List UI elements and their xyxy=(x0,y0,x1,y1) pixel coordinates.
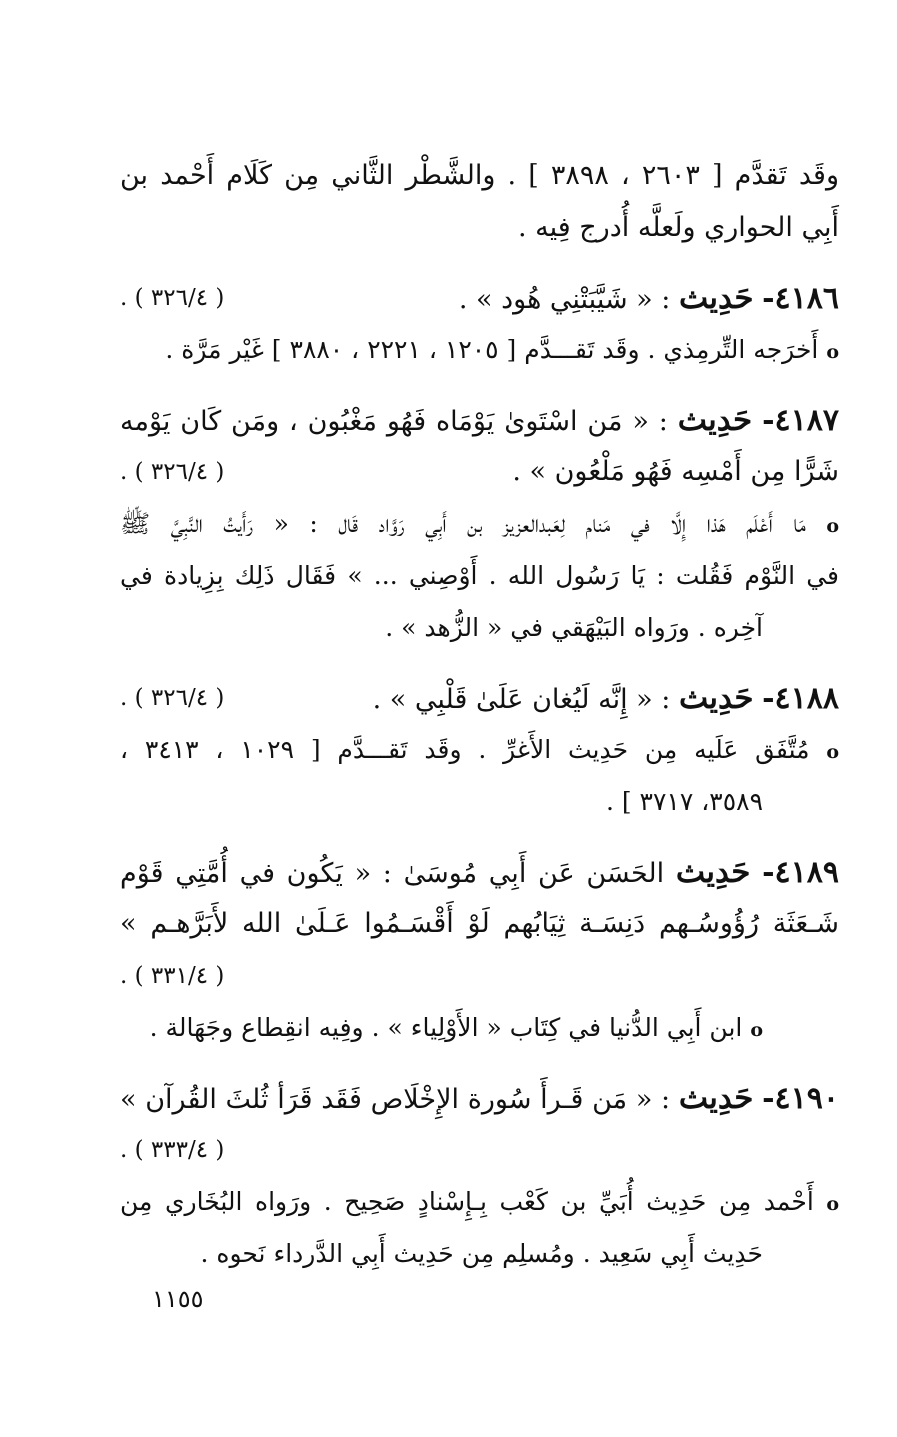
entry-continuation-line: شَـعَثَة رُؤُوسُـهم دَنِسَـة ثِيَابُهم لَوْ أَقْسَـمُوا عَـلَىٰ الله لأَبَرَّهـم » xyxy=(120,908,839,939)
note-text: أَخرَجه التِّرمِذي . وقَد تَقـــدَّم [ ١٢٠٥ ، ٢٢٢١ ، ٣٨٨٠ ] غَيْر مَرَّة . xyxy=(165,335,819,364)
entry-head-line xyxy=(120,1072,839,1124)
hadith-text: : « إِنَّه لَيُغان عَلَىٰ قَلْبِي » . xyxy=(372,684,671,715)
hadith-keyword: حَدِيث xyxy=(675,854,751,890)
entry-number: ٤١٩٠- xyxy=(762,1081,839,1116)
entry-head-line xyxy=(120,394,839,446)
bullet-circle-icon: o xyxy=(826,1193,839,1215)
page-number: ١١٥٥ xyxy=(152,1285,204,1313)
hadith-text-continued: شَرًّا مِن أَمْسِه فَهُو مَلْعُون » . xyxy=(512,456,839,487)
entry-head-line xyxy=(120,272,839,324)
note-line: في النَّوْم فَقُلت : يَا رَسُول الله . أَوْصِني ... » فَقَال ذَلِك بِزِيادة في xyxy=(120,561,839,590)
volume-page-ref: ( ٣٣٣/٤ ) . xyxy=(120,1137,225,1163)
note-line: آخِره . ورَواه البَيْهَقي في « الزُّهد » . xyxy=(385,613,763,642)
entry-head xyxy=(459,272,839,324)
hadith-keyword: حَدِيث xyxy=(677,402,753,438)
entry-number: ٤١٨٨- xyxy=(762,681,839,716)
note-line: حَدِيث أَبِي سَعِيد . ومُسلِم مِن حَدِيث أَبِي الدَّرداء نَحوه . xyxy=(200,1239,763,1268)
entry-number: ٤١٨٦- xyxy=(762,281,839,316)
hadith-entry-4190 xyxy=(120,1072,839,1280)
bullet-circle-icon: o xyxy=(750,1019,763,1041)
hadith-entry-4188 xyxy=(120,672,839,828)
page-body xyxy=(120,150,839,1280)
hadith-keyword: حَدِيث xyxy=(678,1080,754,1116)
entry-number: ٤١٨٩- xyxy=(762,855,839,890)
intro-line-1: وقَد تَقدَّم [ ٢٦٠٣ ، ٣٨٩٨ ] . والشَّطْر الثَّاني مِن كَلَام أَحْمد بن xyxy=(120,160,839,191)
hadith-text: : « مَن قَـرأَ سُورة الإِخْلَاص فَقَد قَرَأ ثُلثَ القُرآن » xyxy=(120,1084,671,1115)
entry-continuation-line xyxy=(120,446,839,498)
bullet-circle-icon: o xyxy=(826,741,840,763)
note-line xyxy=(120,324,839,376)
hadith-entry-4189 xyxy=(120,846,839,1054)
ref-line xyxy=(120,1124,839,1176)
volume-page-ref: ( ٣٢٦/٤ ) . xyxy=(120,685,225,711)
note-line xyxy=(120,498,839,550)
volume-page-ref: ( ٣٢٦/٤ ) . xyxy=(120,285,225,311)
note-text: مَا أَعْلَم هَذا إِلَّا في مَنام لِعَبدالعزيز بن أَبِي رَوَّاد قَال : « رَأَيتُ النَّبِيَّ ﷺ xyxy=(120,509,806,538)
entry-head xyxy=(373,672,839,724)
ref-line xyxy=(120,950,839,1002)
note-line xyxy=(120,1176,839,1228)
note-line xyxy=(120,1002,839,1054)
entry-number: ٤١٨٧- xyxy=(762,403,839,438)
hadith-entry-4187 xyxy=(120,394,839,654)
entry-head-line xyxy=(120,846,839,898)
note-text: أَحْمد مِن حَدِيث أُبَيِّ بن كَعْب بِـإِسْنادٍ صَحِيح . ورَواه البُخَاري مِن xyxy=(120,1187,814,1216)
hadith-keyword: حَدِيث xyxy=(678,680,754,716)
note-text: مُتَّفَق عَلَيه مِن حَدِيث الأَغرِّ . وقَد تَقـــدَّم [ ١٠٢٩ ، ٣٤١٣ ، xyxy=(120,735,810,764)
intro-line-2: أَبِي الحواري ولَعلَّه أُدرج فِيه . xyxy=(517,212,839,243)
note-text: ابن أَبِي الدُّنيا في كِتَاب « الأَوْلِياء » . وفِيه انقِطاع وجَهَالة . xyxy=(149,1013,743,1042)
hadith-keyword: حَدِيث xyxy=(678,280,754,316)
hadith-text: الحَسَن عَن أَبِي مُوسَىٰ : « يَكُون في أُمَّتِي قَوْم xyxy=(120,858,665,889)
volume-page-ref: ( ٣٣١/٤ ) . xyxy=(120,963,225,989)
bullet-circle-icon: o xyxy=(826,341,839,363)
hadith-entry-4186 xyxy=(120,272,839,376)
hadith-text: : « مَن اسْتَوىٰ يَوْمَاه فَهُو مَغْبُون ، ومَن كَان يَوْمه xyxy=(120,406,668,437)
bullet-circle-icon: o xyxy=(826,515,839,537)
volume-page-ref: ( ٣٢٦/٤ ) . xyxy=(120,459,225,485)
note-line: ٣٥٨٩، ٣٧١٧ ] . xyxy=(605,787,763,816)
entry-head-line xyxy=(120,672,839,724)
note-line xyxy=(120,724,839,776)
hadith-text: : « شَيَّبَتْنِي هُود » . xyxy=(458,284,671,315)
